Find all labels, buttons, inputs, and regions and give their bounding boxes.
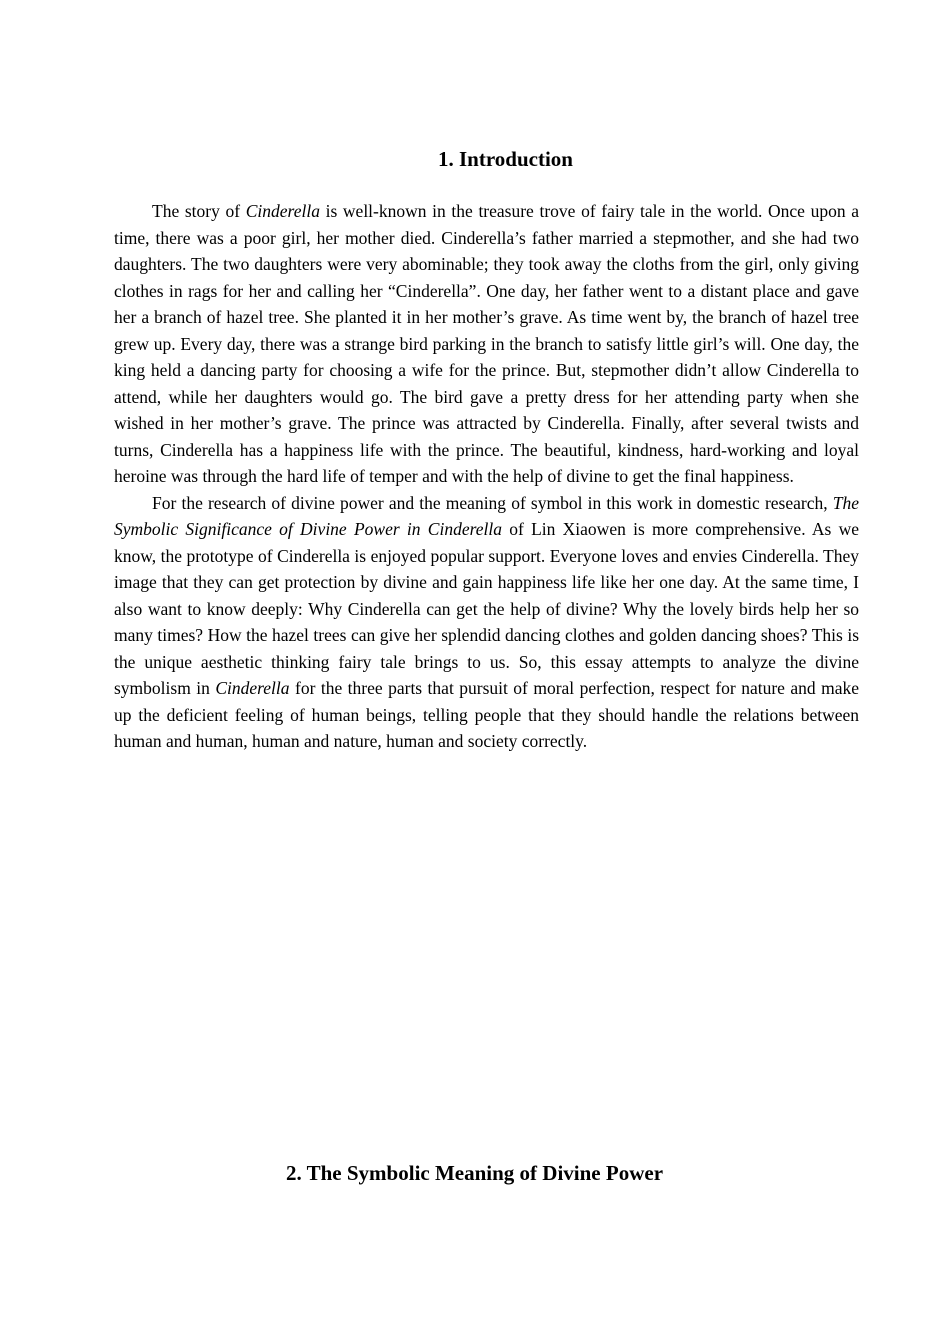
paragraph-2 [114,490,859,755]
paragraph-2-middle: of Lin Xiaowen is more comprehensive. As we know, the prototype of Cinderella is enjoyed popular support. Everyone loves and envies Cinderella. They image that they can get protection by divine and gain happiness life like her one day. At the same time, I also want to know deeply: Why Cinderella can get the help of divine? Why the lovely birds help her so many times? How the hazel trees can give her splendid dancing clothes and golden dancing shoes? This is the unique aesthetic thinking fairy tale brings to us. So, this essay attempts to analyze the divine symbolism in [114,519,859,698]
paragraph-1 [114,198,859,490]
paragraph-2-intro: For the research of divine power and the meaning of symbol in this work in domestic research, [152,492,833,513]
paragraph-1-work-title: Cinderella [245,201,320,221]
paragraph-1-intro: The story of [152,201,246,221]
paragraph-1-text: is well-known in the treasure trove of fairy tale in the world. Once upon a time, there was a poor girl, her mother died. Cinderella’s father married a stepmother, and she had two daughters. The two daughters were very abominable; they took away the cloths from the girl, only giving clothes in rags for her and calling her “Cinderella”. One day, her father went to a distant place and gave her a branch of hazel tree. She planted it in her mother’s grave. As time went by, the branch of hazel tree grew up. Every day, there was a strange bird parking in the branch to satisfy little girl’s will. One day, the king held a dancing party for choosing a wife for the prince. But, stepmother didn’t allow Cinderella to attend, while her daughters would go. The bird gave a pretty dress for her attending party when she wished in her mother’s grave. The prince was attracted by Cinderella. Finally, after several twists and turns, Cinderella has a happiness life with the prince. The beautiful, kindness, hard-working and loyal heroine was through the hard life of temper and with the help of divine to get the final happiness. [114,201,859,486]
section-1-heading: 1. Introduction [438,147,573,171]
section-1-body [114,198,859,755]
paragraph-2-work-title: Cinderella [215,678,290,698]
paragraph-2-end: for the three parts that pursuit of moral perfection, respect for nature and make up the deficient feeling of human beings, telling people that they should handle the relations between human and human, human and nature, human and society correctly. [114,678,859,751]
paragraph-2-cited-title: The Symbolic Significance of Divine Power in Cinderella [114,492,859,539]
section-2-heading: 2. The Symbolic Meaning of Divine Power [286,1161,664,1185]
